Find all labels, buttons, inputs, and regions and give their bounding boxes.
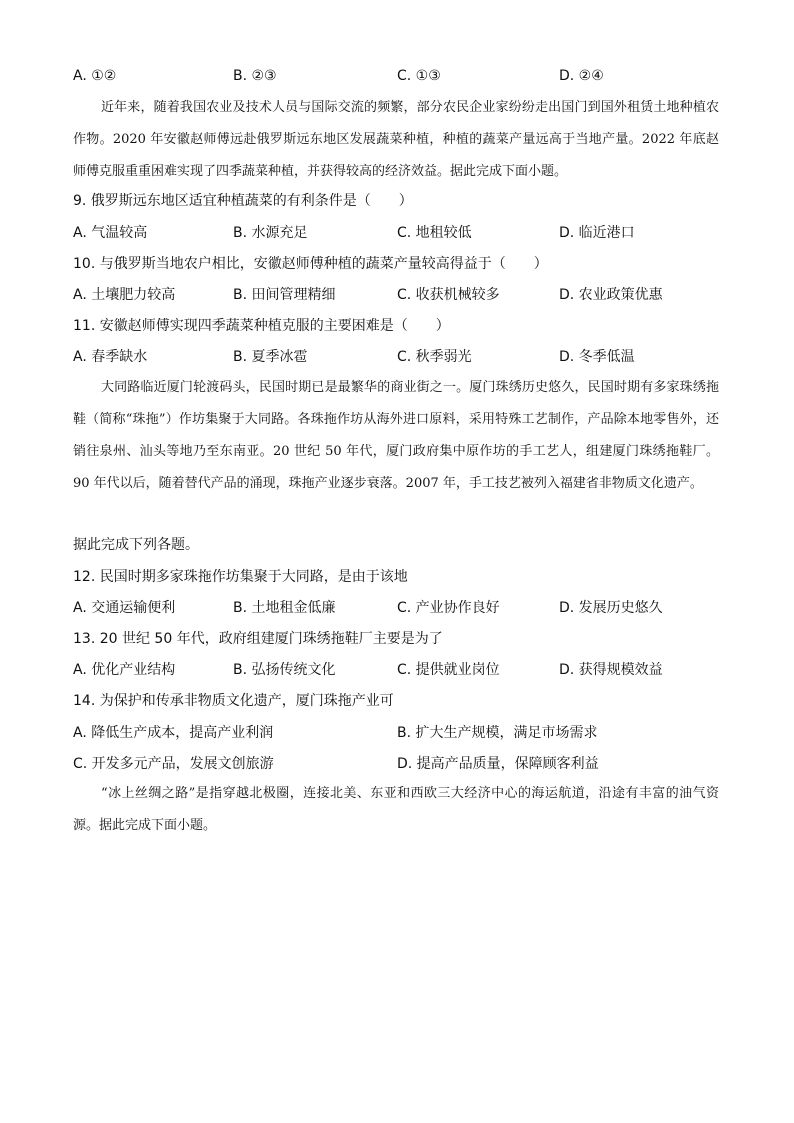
option-d: D. 获得规模效益 xyxy=(559,662,663,678)
option-d: D. 农业政策优惠 xyxy=(559,287,663,303)
option-b: B. 田间管理精细 xyxy=(233,287,336,303)
option-c: C. 产业协作良好 xyxy=(397,600,500,616)
option-c: C. ①③ xyxy=(397,68,441,84)
question-9-options xyxy=(73,224,733,242)
option-a: A. 优化产业结构 xyxy=(73,662,176,678)
passage-text: “冰上丝绸之路”是指穿越北极圈，连接北美、东亚和西欧三大经济中心的海运航道，沿途有丰富的油气资源。据此完成下面小题。 xyxy=(73,786,719,833)
question-13-options xyxy=(73,661,733,679)
option-b: B. 扩大生产规模，满足市场需求 xyxy=(397,725,598,741)
question-10-options xyxy=(73,286,733,304)
option-a: A. 春季缺水 xyxy=(73,349,148,365)
option-d: D. 提高产品质量，保障顾客利益 xyxy=(397,756,599,772)
question-12-options xyxy=(73,599,733,617)
passage-vegetable-farming xyxy=(73,92,719,188)
option-d: D. 临近港口 xyxy=(559,225,635,241)
option-d: D. 发展历史悠久 xyxy=(559,600,663,616)
option-d: D. 冬季低温 xyxy=(559,349,635,365)
question-12-stem: 12. 民国时期多家珠拖作坊集聚于大同路，是由于该地 xyxy=(73,569,408,585)
option-b: B. 土地租金低廉 xyxy=(233,600,336,616)
passage-xiamen-beaded-slippers xyxy=(73,372,719,500)
question-14-options-row-1 xyxy=(73,724,733,742)
option-row-previous-question xyxy=(73,67,733,85)
question-10-stem: 10. 与俄罗斯当地农户相比，安徽赵师傅种植的蔬菜产量较高得益于（ ） xyxy=(73,256,548,272)
question-14-stem: 14. 为保护和传承非物质文化遗产，厦门珠拖产业可 xyxy=(73,693,394,709)
question-11-options xyxy=(73,348,733,366)
option-c: C. 开发多元产品，发展文创旅游 xyxy=(73,756,274,772)
instruction-text: 据此完成下列各题。 xyxy=(73,537,199,553)
question-9-stem: 9. 俄罗斯远东地区适宜种植蔬菜的有利条件是（ ） xyxy=(73,193,413,209)
question-13-stem: 13. 20 世纪 50 年代，政府组建厦门珠绣拖鞋厂主要是为了 xyxy=(73,631,443,647)
option-d: D. ②④ xyxy=(559,68,604,84)
option-a: A. 交通运输便利 xyxy=(73,600,176,616)
option-a: A. 气温较高 xyxy=(73,225,148,241)
option-c: C. 地租较低 xyxy=(397,225,472,241)
option-a: A. 土壤肥力较高 xyxy=(73,287,176,303)
option-c: C. 收获机械较多 xyxy=(397,287,500,303)
option-b: B. ②③ xyxy=(233,68,277,84)
option-c: C. 提供就业岗位 xyxy=(397,662,500,678)
option-a: A. ①② xyxy=(73,68,117,84)
question-11-stem: 11. 安徽赵师傅实现四季蔬菜种植克服的主要困难是（ ） xyxy=(73,318,450,334)
option-b: B. 水源充足 xyxy=(233,225,308,241)
question-14-options-row-2 xyxy=(73,755,733,773)
option-b: B. 夏季冰雹 xyxy=(233,349,308,365)
passage-text: 近年来，随着我国农业及技术人员与国际交流的频繁，部分农民企业家纷纷走出国门到国外租赁土地种植农作物。2020 年安徽赵师傅远赴俄罗斯远东地区发展蔬菜种植，种植的蔬菜产量远高于当地产量。2022 年底赵师傅克服重重困难实现了四季蔬菜种植，并获得较高的经济效益。据此完成下面小题。 xyxy=(73,100,719,179)
passage-ice-silk-road xyxy=(73,778,719,842)
option-a: A. 降低生产成本，提高产业利润 xyxy=(73,725,274,741)
option-b: B. 弘扬传统文化 xyxy=(233,662,336,678)
passage-text: 大同路临近厦门轮渡码头，民国时期已是最繁华的商业街之一。厦门珠绣历史悠久，民国时期有多家珠绣拖鞋（简称“珠拖”）作坊集聚于大同路。各珠拖作坊从海外进口原料，采用特殊工艺制作，产品除本地零售外，还销往泉州、汕头等地乃至东南亚。20 世纪 50 年代，厦门政府集中原作坊的手工艺人，组建厦门珠绣拖鞋厂。90 年代以后，随着替代产品的涌现，珠拖产业逐步衰落。2007 年，手工技艺被列入福建省非物质文化遗产。 xyxy=(73,380,719,491)
option-c: C. 秋季弱光 xyxy=(397,349,472,365)
